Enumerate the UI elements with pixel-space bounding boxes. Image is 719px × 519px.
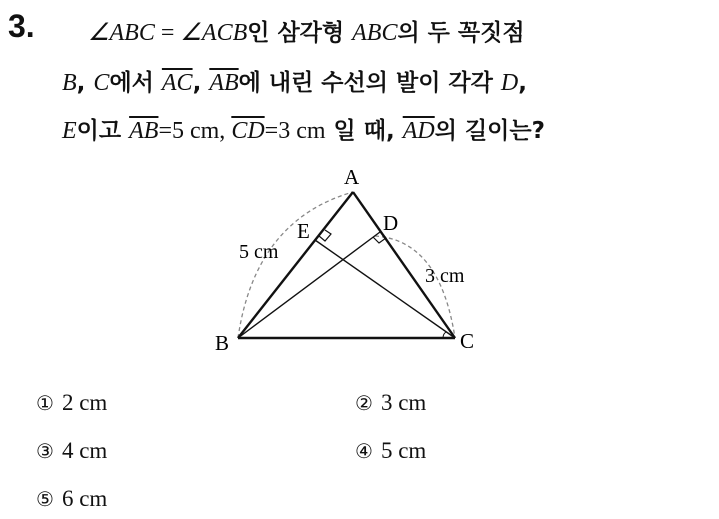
angle-acb: ∠ACB — [180, 20, 248, 46]
choice-text: 6 cm — [61, 486, 108, 511]
label-a: A — [344, 165, 360, 189]
triangle-name: ABC — [352, 20, 398, 46]
question-number: 3. — [8, 8, 35, 44]
perpendicular-ce — [315, 240, 455, 338]
label-cd-length: 3 cm — [425, 265, 465, 287]
segment-ab: $\overline{AB}$ — [129, 118, 159, 144]
label-ab-length: 5 cm — [239, 241, 279, 263]
question-line-2 — [62, 64, 527, 97]
triangle-diagram — [205, 160, 505, 360]
point-c: C — [93, 70, 110, 96]
question-line-1 — [88, 14, 525, 47]
ab-value: =5 cm, — [158, 118, 232, 144]
question-line-3 — [62, 112, 545, 145]
label-d: D — [383, 211, 399, 235]
text-fragment: , — [518, 70, 527, 96]
label-b: B — [215, 331, 230, 355]
point-d: D — [500, 70, 519, 96]
cd-value: =3 cm — [264, 118, 326, 144]
choice-text: 5 cm — [380, 438, 427, 463]
point-b: B — [62, 70, 77, 96]
text-fragment: 일 때, — [325, 118, 403, 144]
choice-text: 4 cm — [61, 438, 108, 463]
segment-ac: $\overline{AC}$ — [161, 70, 193, 96]
text-fragment: , — [76, 70, 94, 96]
equals-sign: = — [154, 20, 181, 46]
segment-ad: $\overline{AD}$ — [402, 118, 435, 144]
choice-3[interactable] — [36, 438, 107, 464]
choice-2[interactable] — [355, 390, 426, 416]
text-fragment: 의 두 꼭짓점 — [397, 20, 525, 46]
choice-1[interactable] — [36, 390, 107, 416]
choice-text: 2 cm — [61, 390, 108, 415]
segment-ab: $\overline{AB}$ — [209, 70, 239, 96]
choice-4[interactable] — [355, 438, 426, 464]
point-e: E — [62, 118, 77, 144]
choice-text: 3 cm — [380, 390, 427, 415]
choice-marker: ③ — [36, 439, 54, 463]
choice-marker: ② — [355, 391, 373, 415]
text-fragment: 인 삼각형 — [247, 20, 353, 46]
label-c: C — [460, 329, 475, 353]
choice-marker: ④ — [355, 439, 373, 463]
text-fragment: 이고 — [76, 118, 130, 144]
choice-5[interactable] — [36, 486, 107, 512]
label-e: E — [297, 219, 310, 243]
text-fragment: 에 내린 수선의 발이 각각 — [238, 70, 501, 96]
choice-marker: ① — [36, 391, 54, 415]
text-fragment: 에서 — [109, 70, 162, 96]
text-fragment: 의 길이는? — [434, 118, 545, 144]
angle-abc: ∠ABC — [88, 20, 155, 46]
choice-marker: ⑤ — [36, 487, 54, 511]
text-fragment: , — [192, 70, 210, 96]
segment-cd: $\overline{CD}$ — [231, 118, 265, 144]
